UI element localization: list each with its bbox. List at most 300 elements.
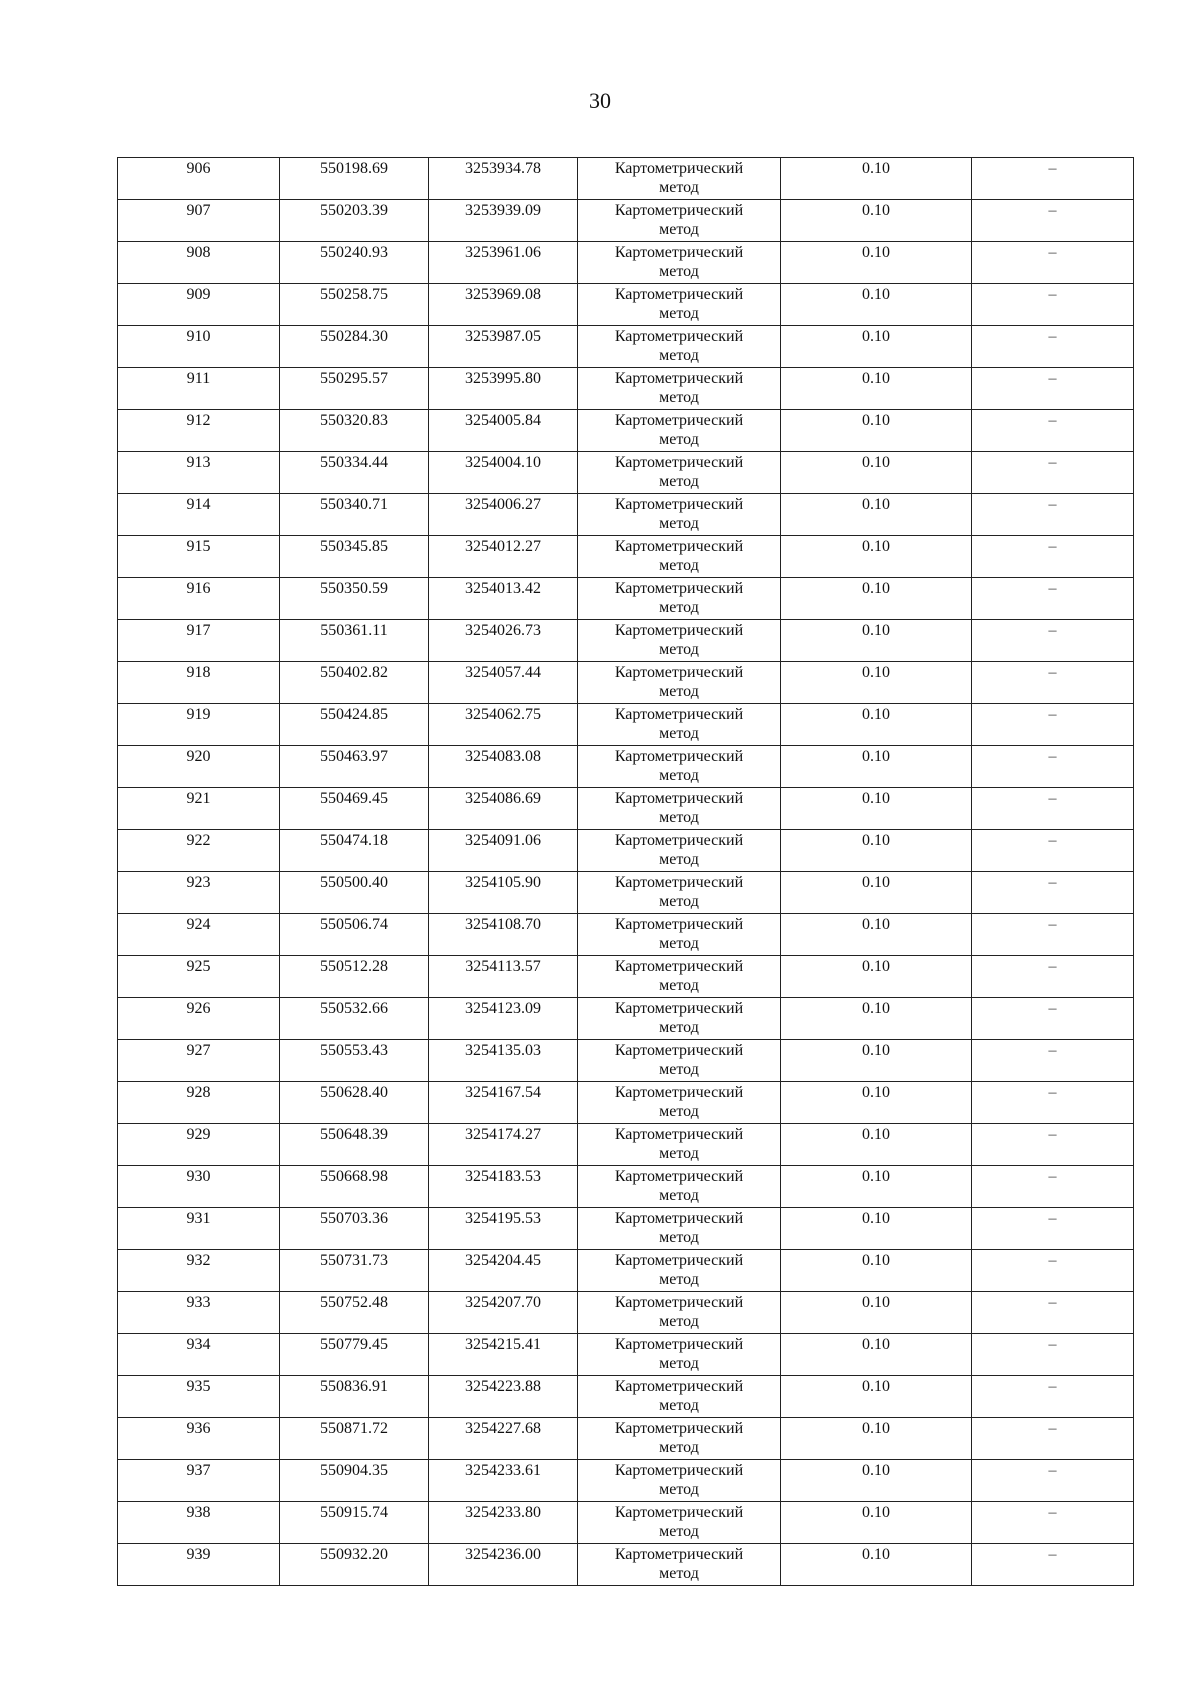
method-cell — [578, 620, 781, 662]
method-label-line1: Картометрический — [614, 790, 744, 807]
point-number-cell: 916 — [118, 578, 280, 620]
accuracy-cell: 0.10 — [781, 1040, 972, 1082]
x-coordinate-cell: 550668.98 — [280, 1166, 429, 1208]
point-number-cell: 927 — [118, 1040, 280, 1082]
y-coordinate-cell: 3254012.27 — [429, 536, 578, 578]
table-row — [118, 368, 1134, 410]
table-row — [118, 1292, 1134, 1334]
y-coordinate-cell: 3253934.78 — [429, 158, 578, 200]
point-number-cell: 923 — [118, 872, 280, 914]
method-label-line1: Картометрический — [614, 1378, 744, 1395]
table-row — [118, 452, 1134, 494]
method-cell — [578, 1334, 781, 1376]
method-label-line1: Картометрический — [614, 1252, 744, 1269]
accuracy-cell: 0.10 — [781, 200, 972, 242]
note-cell: – — [972, 998, 1134, 1040]
method-label-line2: метод — [659, 1397, 699, 1414]
accuracy-cell: 0.10 — [781, 326, 972, 368]
y-coordinate-cell: 3254083.08 — [429, 746, 578, 788]
table-row — [118, 662, 1134, 704]
y-coordinate-cell: 3253995.80 — [429, 368, 578, 410]
method-cell — [578, 746, 781, 788]
method-label-line2: метод — [659, 515, 699, 532]
point-number-cell: 910 — [118, 326, 280, 368]
method-label-line1: Картометрический — [614, 1462, 744, 1479]
accuracy-cell: 0.10 — [781, 578, 972, 620]
method-cell — [578, 494, 781, 536]
page-number: 30 — [589, 88, 611, 113]
method-label-line2: метод — [659, 725, 699, 742]
accuracy-cell: 0.10 — [781, 956, 972, 998]
method-label-line2: метод — [659, 1565, 699, 1582]
method-label-line1: Картометрический — [614, 874, 744, 891]
table-row — [118, 536, 1134, 578]
method-label-line2: метод — [659, 809, 699, 826]
method-cell — [578, 1502, 781, 1544]
point-number-cell: 932 — [118, 1250, 280, 1292]
table-row — [118, 200, 1134, 242]
note-cell: – — [972, 788, 1134, 830]
note-cell: – — [972, 242, 1134, 284]
y-coordinate-cell: 3254086.69 — [429, 788, 578, 830]
x-coordinate-cell: 550424.85 — [280, 704, 429, 746]
accuracy-cell: 0.10 — [781, 158, 972, 200]
x-coordinate-cell: 550532.66 — [280, 998, 429, 1040]
method-cell — [578, 872, 781, 914]
method-label-line1: Картометрический — [614, 580, 744, 597]
method-cell — [578, 326, 781, 368]
method-label-line2: метод — [659, 893, 699, 910]
method-cell — [578, 998, 781, 1040]
y-coordinate-cell: 3254062.75 — [429, 704, 578, 746]
method-label-line1: Картометрический — [614, 748, 744, 765]
method-label-line2: метод — [659, 1145, 699, 1162]
note-cell: – — [972, 578, 1134, 620]
y-coordinate-cell: 3254204.45 — [429, 1250, 578, 1292]
y-coordinate-cell: 3254195.53 — [429, 1208, 578, 1250]
note-cell: – — [972, 914, 1134, 956]
note-cell: – — [972, 956, 1134, 998]
method-label-line1: Картометрический — [614, 1294, 744, 1311]
note-cell: – — [972, 1418, 1134, 1460]
point-number-cell: 915 — [118, 536, 280, 578]
table-row — [118, 1544, 1134, 1586]
note-cell: – — [972, 1376, 1134, 1418]
note-cell: – — [972, 1502, 1134, 1544]
method-label-line1: Картометрический — [614, 454, 744, 471]
accuracy-cell: 0.10 — [781, 788, 972, 830]
method-cell — [578, 200, 781, 242]
accuracy-cell: 0.10 — [781, 872, 972, 914]
y-coordinate-cell: 3254233.80 — [429, 1502, 578, 1544]
x-coordinate-cell: 550506.74 — [280, 914, 429, 956]
method-label-line1: Картометрический — [614, 1168, 744, 1185]
table-row — [118, 704, 1134, 746]
note-cell: – — [972, 620, 1134, 662]
table-row — [118, 1334, 1134, 1376]
method-label-line1: Картометрический — [614, 1126, 744, 1143]
method-label-line2: метод — [659, 683, 699, 700]
x-coordinate-cell: 550915.74 — [280, 1502, 429, 1544]
method-label-line2: метод — [659, 179, 699, 196]
method-label-line1: Картометрический — [614, 1336, 744, 1353]
table-row — [118, 914, 1134, 956]
point-number-cell: 918 — [118, 662, 280, 704]
point-number-cell: 912 — [118, 410, 280, 452]
method-label-line1: Картометрический — [614, 706, 744, 723]
accuracy-cell: 0.10 — [781, 1418, 972, 1460]
note-cell: – — [972, 1292, 1134, 1334]
method-label-line2: метод — [659, 1313, 699, 1330]
method-cell — [578, 1418, 781, 1460]
accuracy-cell: 0.10 — [781, 830, 972, 872]
table-row — [118, 1376, 1134, 1418]
table-row — [118, 956, 1134, 998]
method-label-line1: Картометрический — [614, 328, 744, 345]
accuracy-cell: 0.10 — [781, 914, 972, 956]
note-cell: – — [972, 1040, 1134, 1082]
point-number-cell: 936 — [118, 1418, 280, 1460]
point-number-cell: 930 — [118, 1166, 280, 1208]
x-coordinate-cell: 550628.40 — [280, 1082, 429, 1124]
point-number-cell: 928 — [118, 1082, 280, 1124]
note-cell: – — [972, 326, 1134, 368]
method-label-line1: Картометрический — [614, 286, 744, 303]
method-cell — [578, 1208, 781, 1250]
note-cell: – — [972, 452, 1134, 494]
accuracy-cell: 0.10 — [781, 1292, 972, 1334]
x-coordinate-cell: 550779.45 — [280, 1334, 429, 1376]
accuracy-cell: 0.10 — [781, 1250, 972, 1292]
accuracy-cell: 0.10 — [781, 410, 972, 452]
method-label-line1: Картометрический — [614, 1210, 744, 1227]
method-label-line1: Картометрический — [614, 1000, 744, 1017]
note-cell: – — [972, 368, 1134, 410]
method-label-line1: Картометрический — [614, 1546, 744, 1563]
method-label-line1: Картометрический — [614, 916, 744, 933]
method-label-line2: метод — [659, 305, 699, 322]
point-number-cell: 931 — [118, 1208, 280, 1250]
table-row — [118, 1040, 1134, 1082]
method-cell — [578, 1292, 781, 1334]
table-row — [118, 242, 1134, 284]
x-coordinate-cell: 550752.48 — [280, 1292, 429, 1334]
table-row — [118, 578, 1134, 620]
accuracy-cell: 0.10 — [781, 1124, 972, 1166]
point-number-cell: 914 — [118, 494, 280, 536]
method-cell — [578, 830, 781, 872]
note-cell: – — [972, 662, 1134, 704]
note-cell: – — [972, 536, 1134, 578]
accuracy-cell: 0.10 — [781, 368, 972, 410]
point-number-cell: 907 — [118, 200, 280, 242]
accuracy-cell: 0.10 — [781, 494, 972, 536]
method-cell — [578, 1082, 781, 1124]
method-cell — [578, 704, 781, 746]
note-cell: – — [972, 872, 1134, 914]
y-coordinate-cell: 3254005.84 — [429, 410, 578, 452]
y-coordinate-cell: 3254167.54 — [429, 1082, 578, 1124]
accuracy-cell: 0.10 — [781, 1208, 972, 1250]
method-cell — [578, 410, 781, 452]
point-number-cell: 906 — [118, 158, 280, 200]
point-number-cell: 909 — [118, 284, 280, 326]
method-label-line2: метод — [659, 641, 699, 658]
x-coordinate-cell: 550474.18 — [280, 830, 429, 872]
accuracy-cell: 0.10 — [781, 1502, 972, 1544]
accuracy-cell: 0.10 — [781, 1544, 972, 1586]
point-number-cell: 920 — [118, 746, 280, 788]
method-label-line1: Картометрический — [614, 538, 744, 555]
method-label-line1: Картометрический — [614, 832, 744, 849]
note-cell: – — [972, 1250, 1134, 1292]
accuracy-cell: 0.10 — [781, 1082, 972, 1124]
y-coordinate-cell: 3254223.88 — [429, 1376, 578, 1418]
x-coordinate-cell: 550703.36 — [280, 1208, 429, 1250]
table-row — [118, 998, 1134, 1040]
accuracy-cell: 0.10 — [781, 536, 972, 578]
method-cell — [578, 242, 781, 284]
x-coordinate-cell: 550871.72 — [280, 1418, 429, 1460]
note-cell: – — [972, 200, 1134, 242]
method-label-line2: метод — [659, 347, 699, 364]
method-label-line1: Картометрический — [614, 1042, 744, 1059]
table-row — [118, 158, 1134, 200]
x-coordinate-cell: 550258.75 — [280, 284, 429, 326]
x-coordinate-cell: 550512.28 — [280, 956, 429, 998]
y-coordinate-cell: 3253939.09 — [429, 200, 578, 242]
method-label-line1: Картометрический — [614, 160, 744, 177]
x-coordinate-cell: 550904.35 — [280, 1460, 429, 1502]
table-row — [118, 872, 1134, 914]
note-cell: – — [972, 1334, 1134, 1376]
method-label-line1: Картометрический — [614, 622, 744, 639]
note-cell: – — [972, 1124, 1134, 1166]
x-coordinate-cell: 550932.20 — [280, 1544, 429, 1586]
table-row — [118, 1208, 1134, 1250]
method-cell — [578, 1250, 781, 1292]
method-label-line2: метод — [659, 1229, 699, 1246]
x-coordinate-cell: 550463.97 — [280, 746, 429, 788]
y-coordinate-cell: 3253961.06 — [429, 242, 578, 284]
method-label-line2: метод — [659, 1271, 699, 1288]
method-label-line2: метод — [659, 1523, 699, 1540]
method-cell — [578, 662, 781, 704]
y-coordinate-cell: 3253987.05 — [429, 326, 578, 368]
point-number-cell: 917 — [118, 620, 280, 662]
point-number-cell: 922 — [118, 830, 280, 872]
y-coordinate-cell: 3254004.10 — [429, 452, 578, 494]
method-label-line2: метод — [659, 263, 699, 280]
method-label-line2: метод — [659, 431, 699, 448]
y-coordinate-cell: 3254236.00 — [429, 1544, 578, 1586]
x-coordinate-cell: 550500.40 — [280, 872, 429, 914]
x-coordinate-cell: 550402.82 — [280, 662, 429, 704]
y-coordinate-cell: 3254108.70 — [429, 914, 578, 956]
coordinates-table — [117, 157, 1134, 1586]
accuracy-cell: 0.10 — [781, 746, 972, 788]
table-row — [118, 284, 1134, 326]
method-label-line2: метод — [659, 935, 699, 952]
x-coordinate-cell: 550553.43 — [280, 1040, 429, 1082]
method-cell — [578, 956, 781, 998]
accuracy-cell: 0.10 — [781, 998, 972, 1040]
point-number-cell: 926 — [118, 998, 280, 1040]
y-coordinate-cell: 3254233.61 — [429, 1460, 578, 1502]
method-label-line2: метод — [659, 389, 699, 406]
accuracy-cell: 0.10 — [781, 452, 972, 494]
y-coordinate-cell: 3254215.41 — [429, 1334, 578, 1376]
x-coordinate-cell: 550320.83 — [280, 410, 429, 452]
x-coordinate-cell: 550340.71 — [280, 494, 429, 536]
x-coordinate-cell: 550469.45 — [280, 788, 429, 830]
note-cell: – — [972, 746, 1134, 788]
method-cell — [578, 452, 781, 494]
method-label-line1: Картометрический — [614, 202, 744, 219]
method-label-line1: Картометрический — [614, 244, 744, 261]
x-coordinate-cell: 550295.57 — [280, 368, 429, 410]
x-coordinate-cell: 550198.69 — [280, 158, 429, 200]
method-label-line2: метод — [659, 473, 699, 490]
table-row — [118, 746, 1134, 788]
y-coordinate-cell: 3254006.27 — [429, 494, 578, 536]
table-row — [118, 410, 1134, 452]
point-number-cell: 921 — [118, 788, 280, 830]
accuracy-cell: 0.10 — [781, 284, 972, 326]
point-number-cell: 924 — [118, 914, 280, 956]
method-label-line2: метод — [659, 1187, 699, 1204]
method-label-line2: метод — [659, 557, 699, 574]
accuracy-cell: 0.10 — [781, 1334, 972, 1376]
y-coordinate-cell: 3254174.27 — [429, 1124, 578, 1166]
x-coordinate-cell: 550345.85 — [280, 536, 429, 578]
y-coordinate-cell: 3253969.08 — [429, 284, 578, 326]
method-label-line2: метод — [659, 1355, 699, 1372]
accuracy-cell: 0.10 — [781, 1166, 972, 1208]
note-cell: – — [972, 1544, 1134, 1586]
method-cell — [578, 284, 781, 326]
x-coordinate-cell: 550203.39 — [280, 200, 429, 242]
note-cell: – — [972, 494, 1134, 536]
method-label-line2: метод — [659, 1481, 699, 1498]
method-label-line1: Картометрический — [614, 1084, 744, 1101]
accuracy-cell: 0.10 — [781, 620, 972, 662]
method-cell — [578, 1460, 781, 1502]
method-label-line2: метод — [659, 977, 699, 994]
point-number-cell: 938 — [118, 1502, 280, 1544]
method-label-line1: Картометрический — [614, 1504, 744, 1521]
method-cell — [578, 158, 781, 200]
note-cell: – — [972, 704, 1134, 746]
point-number-cell: 929 — [118, 1124, 280, 1166]
method-label-line2: метод — [659, 221, 699, 238]
method-cell — [578, 1166, 781, 1208]
table-row — [118, 1082, 1134, 1124]
y-coordinate-cell: 3254105.90 — [429, 872, 578, 914]
x-coordinate-cell: 550648.39 — [280, 1124, 429, 1166]
method-cell — [578, 788, 781, 830]
method-label-line1: Картометрический — [614, 1420, 744, 1437]
note-cell: – — [972, 284, 1134, 326]
accuracy-cell: 0.10 — [781, 1460, 972, 1502]
table-row — [118, 1418, 1134, 1460]
point-number-cell: 911 — [118, 368, 280, 410]
note-cell: – — [972, 158, 1134, 200]
method-label-line2: метод — [659, 599, 699, 616]
x-coordinate-cell: 550836.91 — [280, 1376, 429, 1418]
table-row — [118, 1460, 1134, 1502]
method-cell — [578, 536, 781, 578]
method-label-line1: Картометрический — [614, 370, 744, 387]
accuracy-cell: 0.10 — [781, 704, 972, 746]
method-cell — [578, 578, 781, 620]
note-cell: – — [972, 1208, 1134, 1250]
table-row — [118, 1166, 1134, 1208]
table-row — [118, 620, 1134, 662]
point-number-cell: 934 — [118, 1334, 280, 1376]
accuracy-cell: 0.10 — [781, 662, 972, 704]
table-row — [118, 1502, 1134, 1544]
x-coordinate-cell: 550731.73 — [280, 1250, 429, 1292]
method-cell — [578, 914, 781, 956]
point-number-cell: 937 — [118, 1460, 280, 1502]
y-coordinate-cell: 3254123.09 — [429, 998, 578, 1040]
point-number-cell: 913 — [118, 452, 280, 494]
x-coordinate-cell: 550361.11 — [280, 620, 429, 662]
table-row — [118, 1124, 1134, 1166]
method-cell — [578, 1124, 781, 1166]
accuracy-cell: 0.10 — [781, 1376, 972, 1418]
coordinates-table-body — [118, 158, 1134, 1586]
method-label-line2: метод — [659, 767, 699, 784]
y-coordinate-cell: 3254135.03 — [429, 1040, 578, 1082]
x-coordinate-cell: 550334.44 — [280, 452, 429, 494]
method-label-line2: метод — [659, 1019, 699, 1036]
method-label-line2: метод — [659, 1061, 699, 1078]
table-row — [118, 326, 1134, 368]
y-coordinate-cell: 3254026.73 — [429, 620, 578, 662]
method-cell — [578, 1040, 781, 1082]
note-cell: – — [972, 1082, 1134, 1124]
x-coordinate-cell: 550240.93 — [280, 242, 429, 284]
method-label-line1: Картометрический — [614, 496, 744, 513]
note-cell: – — [972, 1166, 1134, 1208]
method-cell — [578, 1544, 781, 1586]
x-coordinate-cell: 550350.59 — [280, 578, 429, 620]
note-cell: – — [972, 410, 1134, 452]
table-row — [118, 788, 1134, 830]
x-coordinate-cell: 550284.30 — [280, 326, 429, 368]
method-label-line2: метод — [659, 851, 699, 868]
method-label-line2: метод — [659, 1439, 699, 1456]
method-cell — [578, 1376, 781, 1418]
table-row — [118, 1250, 1134, 1292]
point-number-cell: 908 — [118, 242, 280, 284]
y-coordinate-cell: 3254227.68 — [429, 1418, 578, 1460]
point-number-cell: 939 — [118, 1544, 280, 1586]
method-label-line1: Картометрический — [614, 412, 744, 429]
note-cell: – — [972, 1460, 1134, 1502]
table-row — [118, 830, 1134, 872]
table-row — [118, 494, 1134, 536]
method-label-line2: метод — [659, 1103, 699, 1120]
point-number-cell: 919 — [118, 704, 280, 746]
y-coordinate-cell: 3254091.06 — [429, 830, 578, 872]
method-label-line1: Картометрический — [614, 958, 744, 975]
y-coordinate-cell: 3254057.44 — [429, 662, 578, 704]
method-label-line1: Картометрический — [614, 664, 744, 681]
y-coordinate-cell: 3254013.42 — [429, 578, 578, 620]
